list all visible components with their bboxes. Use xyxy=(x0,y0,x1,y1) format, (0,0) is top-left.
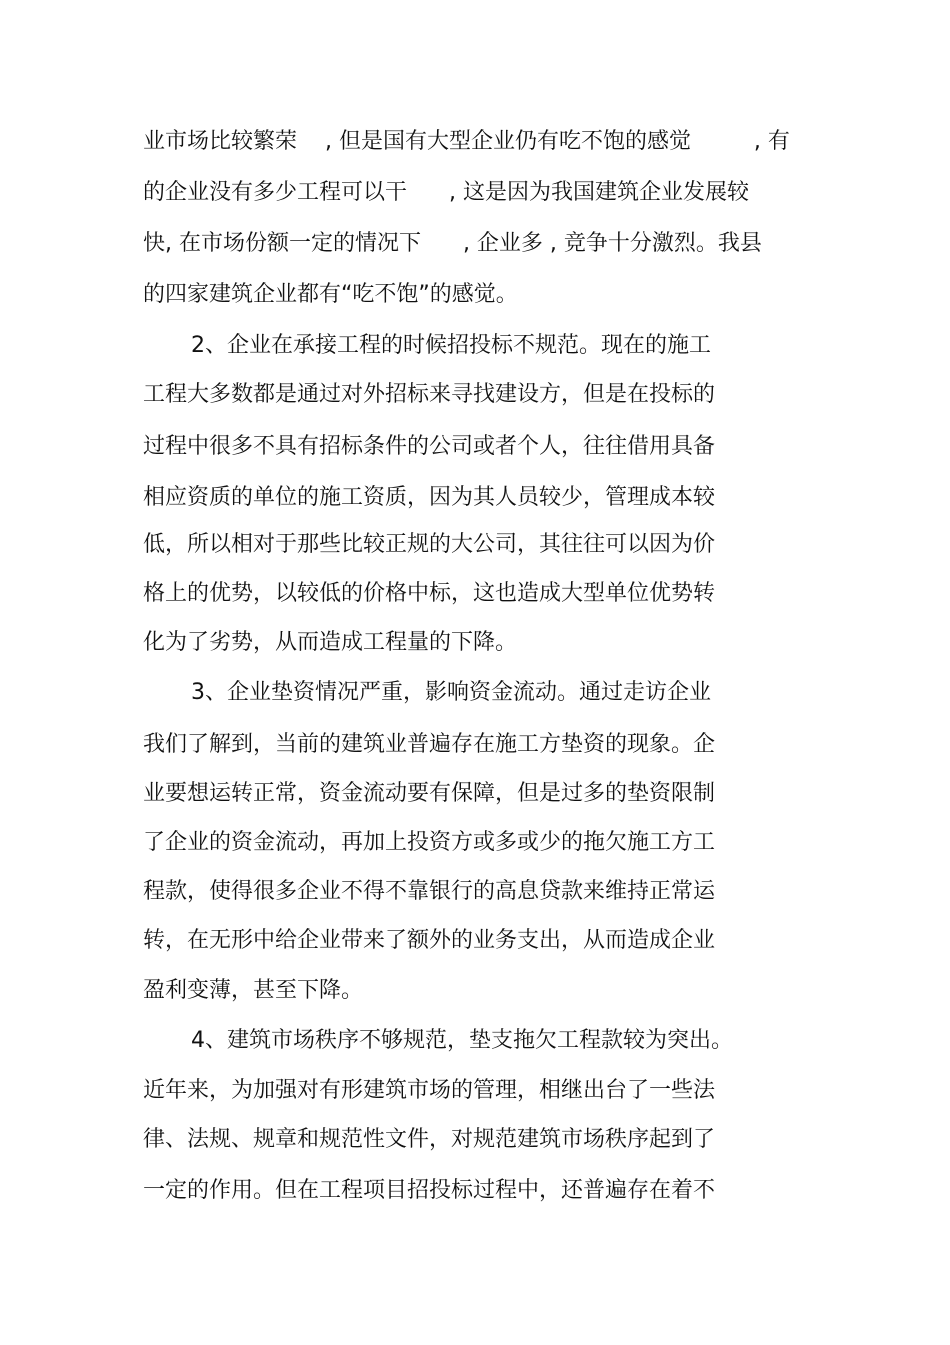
paragraph-4-heading-line: 4、建筑市场秩序不够规范，垫支拖欠工程款较为突出。 xyxy=(191,1028,733,1053)
text-line: 业要想运转正常，资金流动要有保障，但是过多的垫资限制 xyxy=(143,781,716,806)
text-line: 我们了解到，当前的建筑业普遍存在施工方垫资的现象。企 xyxy=(143,732,716,757)
paragraph-2-heading-line: 2、企业在承接工程的时候招投标不规范。现在的施工 xyxy=(191,333,711,358)
text-line: 相应资质的单位的施工资质，因为其人员较少，管理成本较 xyxy=(143,485,716,510)
text-line: 一定的作用。但在工程项目招投标过程中，还普遍存在着不 xyxy=(143,1178,716,1203)
text-line: 过程中很多不具有招标条件的公司或者个人，往往借用具备 xyxy=(143,434,716,459)
text-line: 近年来，为加强对有形建筑市场的管理，相继出台了一些法 xyxy=(143,1078,716,1103)
text-line: 盈利变薄，甚至下降。 xyxy=(143,978,364,1003)
paragraph-3-heading-line: 3、企业垫资情况严重，影响资金流动。通过走访企业 xyxy=(191,680,711,705)
text-line: 快, 在市场份额一定的情况下 , 企业多 , 竞争十分激烈。我县 xyxy=(143,231,762,256)
text-line: 转，在无形中给企业带来了额外的业务支出，从而造成企业 xyxy=(143,928,716,953)
text-line: 业市场比较繁荣 , 但是国有大型企业仍有吃不饱的感觉 , 有 xyxy=(143,129,790,154)
text-line: 了企业的资金流动，再加上投资方或多或少的拖欠施工方工 xyxy=(143,830,716,855)
text-line: 格上的优势，以较低的价格中标，这也造成大型单位优势转 xyxy=(143,581,716,606)
text-line: 程款，使得很多企业不得不靠银行的高息贷款来维持正常运 xyxy=(143,879,716,904)
text-line: 的企业没有多少工程可以干 , 这是因为我国建筑企业发展较 xyxy=(143,180,749,205)
text-line: 的四家建筑企业都有“吃不饱”的感觉。 xyxy=(143,282,518,307)
text-line: 律、法规、规章和规范性文件，对规范建筑市场秩序起到了 xyxy=(143,1127,716,1152)
text-line: 工程大多数都是通过对外招标来寻找建设方，但是在投标的 xyxy=(143,382,716,407)
text-line: 低，所以相对于那些比较正规的大公司，其往往可以因为价 xyxy=(143,532,716,557)
text-line: 化为了劣势，从而造成工程量的下降。 xyxy=(143,630,518,655)
